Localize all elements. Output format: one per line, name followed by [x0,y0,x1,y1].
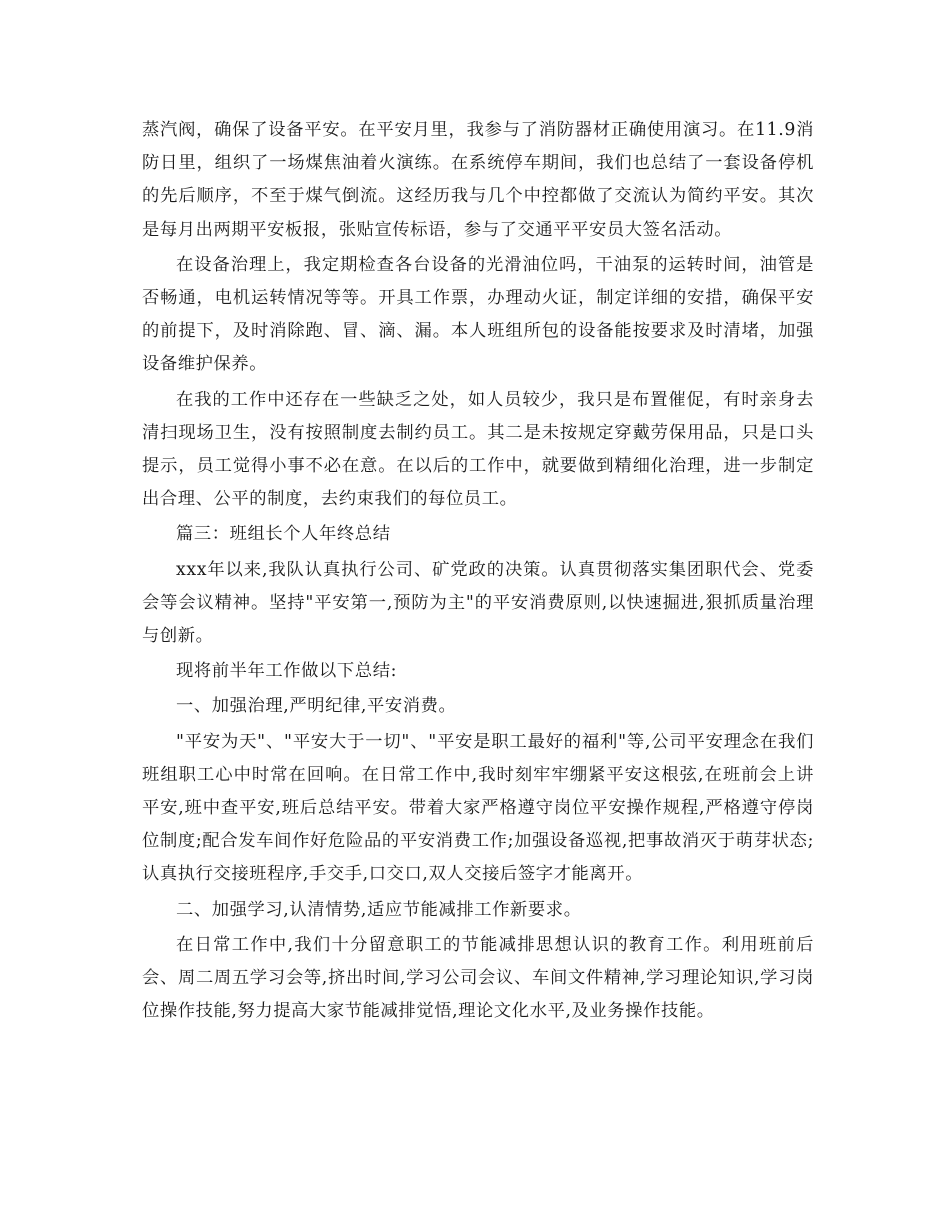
paragraph-7: 在日常工作中,我们十分留意职工的节能减排思想认识的教育工作。利用班前后会、周二周五学习会等,挤出时间,学习公司会议、车间文件精神,学习理论知识,学习岗位操作技能,努力提高大家节能减排觉悟,理论文化水平,及业务操作技能。 [142,934,814,1022]
paragraph-4: xxx年以来,我队认真执行公司、矿党政的决策。认真贯彻落实集团职代会、党委会等会议精神。坚持"平安第一,预防为主"的平安消费原则,以快速掘进,狠抓质量治理与创新。 [142,559,814,647]
subheading-2: 二、加强学习,认清情势,适应节能减排工作新要求。 [176,899,582,920]
paragraph-2: 在设备治理上，我定期检查各台设备的光滑油位吗，干油泵的运转时间，油管是否畅通，电机运转情况等等。开具工作票，办理动火证，制定详细的安措，确保平安的前提下，及时消除跑、冒、滴、漏。本人班组所包的设备能按要求及时清堵，加强设备维护保养。 [142,254,814,375]
paragraph-6: "平安为天"、"平安大于一切"、"平安是职工最好的福利"等,公司平安理念在我们班组职工心中时常在回响。在日常工作中,我时刻牢牢绷紧平安这根弦,在班前会上讲平安,班中查平安,班后总结平安。带着大家严格遵守岗位平安操作规程,严格遵守停岗位制度;配合发车间作好危险品的平安消费工作;加强设备巡视,把事故消灭于萌芽状态;认真执行交接班程序,手交手,口交口,双人交接后签字才能离开。 [142,731,814,885]
document-page [142,114,814,1028]
paragraph-3: 在我的工作中还存在一些缺乏之处，如人员较少，我只是布置催促，有时亲身去清扫现场卫生，没有按照制度去制约员工。其二是未按规定穿戴劳保用品，只是口头提示，员工觉得小事不必在意。在以后的工作中，就要做到精细化治理，进一步制定出合理、公平的制度，去约束我们的每位员工。 [142,389,814,510]
paragraph-5: 现将前半年工作做以下总结: [176,661,397,682]
subheading-1: 一、加强治理,严明纪律,平安消费。 [176,696,457,717]
paragraph-1: 蒸汽阀，确保了设备平安。在平安月里，我参与了消防器材正确使用演习。在11.9消防日里，组织了一场煤焦油着火演练。在系统停车期间，我们也总结了一套设备停机的先后顺序，不至于煤气倒流。这经历我与几个中控都做了交流认为简约平安。其次是每月出两期平安板报，张贴宣传标语，参与了交通平平安员大签名活动。 [142,120,814,240]
section-heading: 篇三：班组长个人年终总结 [176,524,391,545]
